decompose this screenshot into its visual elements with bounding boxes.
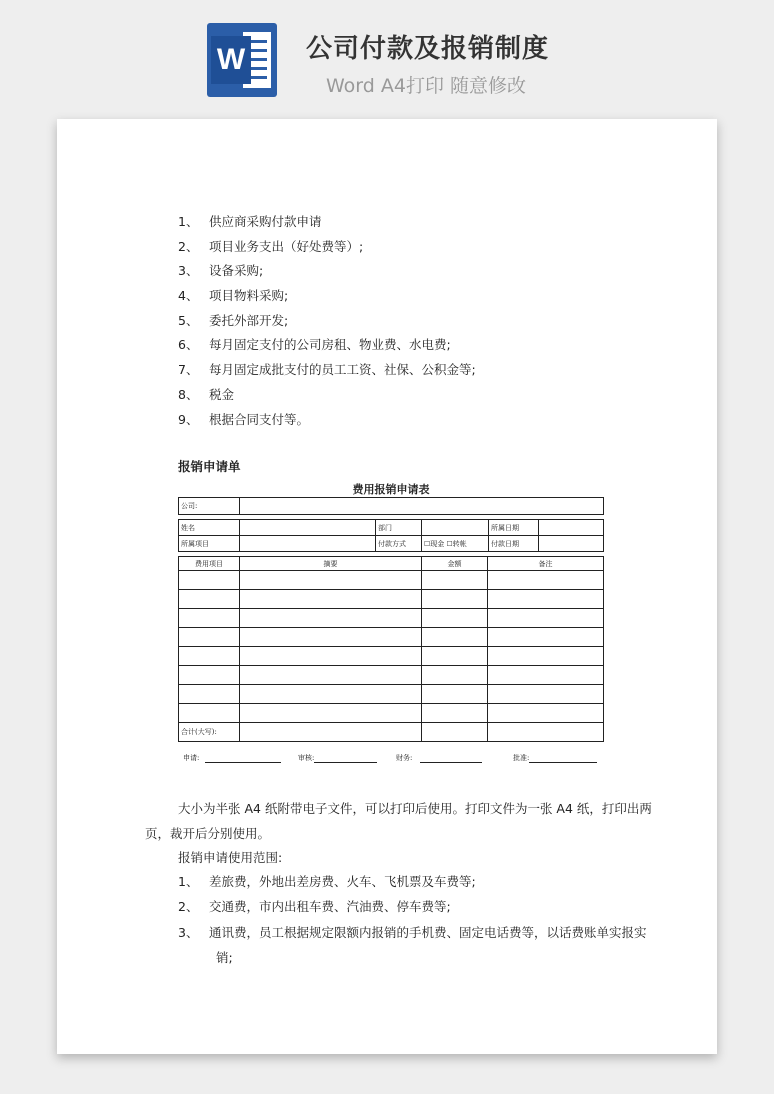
list-item: 5、 委托外部开发; (178, 312, 289, 328)
page-title: 公司付款及报销制度 (306, 34, 550, 64)
word-icon (207, 23, 277, 97)
info-table (178, 519, 604, 552)
project-label: 所属项目 (179, 536, 240, 552)
table-row (179, 666, 604, 685)
company-value[interactable] (240, 498, 604, 515)
pay-date-label: 付款日期 (489, 536, 539, 552)
list-item: 6、 每月固定支付的公司房租、物业费、水电费; (178, 337, 451, 353)
scope-title: 报销申请使用范围: (178, 850, 283, 865)
list-item: 2、 项目业务支出（好处费等）; (178, 238, 364, 254)
pay-date-value[interactable] (539, 536, 604, 552)
col-header-summary: 摘要 (240, 557, 422, 571)
page-header (0, 0, 774, 110)
name-label: 姓名 (179, 520, 240, 536)
dept-label: 部门 (376, 520, 422, 536)
sign-approve[interactable]: 批准: (513, 753, 597, 763)
list-item: 7、 每月固定成批支付的员工工资、社保、公积金等; (178, 362, 476, 378)
table-row (179, 628, 604, 647)
word-logo-letter: W (211, 36, 251, 84)
list-item: 1、 供应商采购付款申请 (178, 214, 322, 229)
table-row (179, 609, 604, 628)
table-row (179, 590, 604, 609)
section-title: 报销申请单 (178, 459, 241, 474)
note-line-1: 大小为半张 A4 纸附带电子文件，可以打印后使用。打印文件为一张 A4 纸，打印出两 (178, 801, 652, 816)
list-item: 3、 通讯费，员工根据规定限额内报销的手机费、固定电话费等，以话费账单实报实 (178, 924, 647, 940)
col-header-item: 费用项目 (179, 557, 240, 571)
table-row (179, 685, 604, 704)
total-row (179, 723, 604, 742)
list-item: 9、 根据合同支付等。 (178, 411, 310, 427)
payment-scope-list (178, 210, 476, 432)
sign-finance[interactable]: 财务: (396, 753, 482, 763)
total-value[interactable] (240, 723, 422, 742)
list-item: 2、 交通费，市内出租车费、汽油费、停车费等; (178, 899, 451, 915)
reimburse-scope-list (178, 869, 647, 970)
page-subtitle: Word A4打印 随意修改 (326, 75, 527, 97)
date-value[interactable] (539, 520, 604, 536)
table-row (179, 647, 604, 666)
note-line-2: 页，裁开后分别使用。 (145, 826, 271, 841)
list-item: 4、 项目物料采购; (178, 288, 289, 304)
list-item: 8、 税金 (178, 386, 235, 402)
table-row (179, 571, 604, 590)
company-label: 公司: (179, 498, 240, 515)
col-header-remark: 备注 (488, 557, 604, 571)
document-page (57, 119, 717, 1054)
sign-apply[interactable]: 申请: (183, 753, 281, 763)
sign-review[interactable]: 审核: (298, 753, 377, 763)
date-label: 所属日期 (489, 520, 539, 536)
pay-method-label: 付款方式 (376, 536, 422, 552)
company-table (178, 497, 604, 515)
project-value[interactable] (240, 536, 376, 552)
form-title: 费用报销申请表 (352, 483, 430, 496)
col-header-amount: 金额 (422, 557, 488, 571)
table-row (179, 704, 604, 723)
list-item: 1、 差旅费，外地出差房费、火车、飞机票及车费等; (178, 874, 476, 889)
list-item-continuation: 销; (216, 949, 233, 965)
expense-table (178, 556, 604, 742)
dept-value[interactable] (422, 520, 489, 536)
list-item: 3、 设备采购; (178, 263, 264, 279)
pay-method-options[interactable]: ☐现金 ☐转帐 (422, 536, 489, 552)
total-label: 合计(大写): (179, 723, 240, 742)
name-value[interactable] (240, 520, 376, 536)
